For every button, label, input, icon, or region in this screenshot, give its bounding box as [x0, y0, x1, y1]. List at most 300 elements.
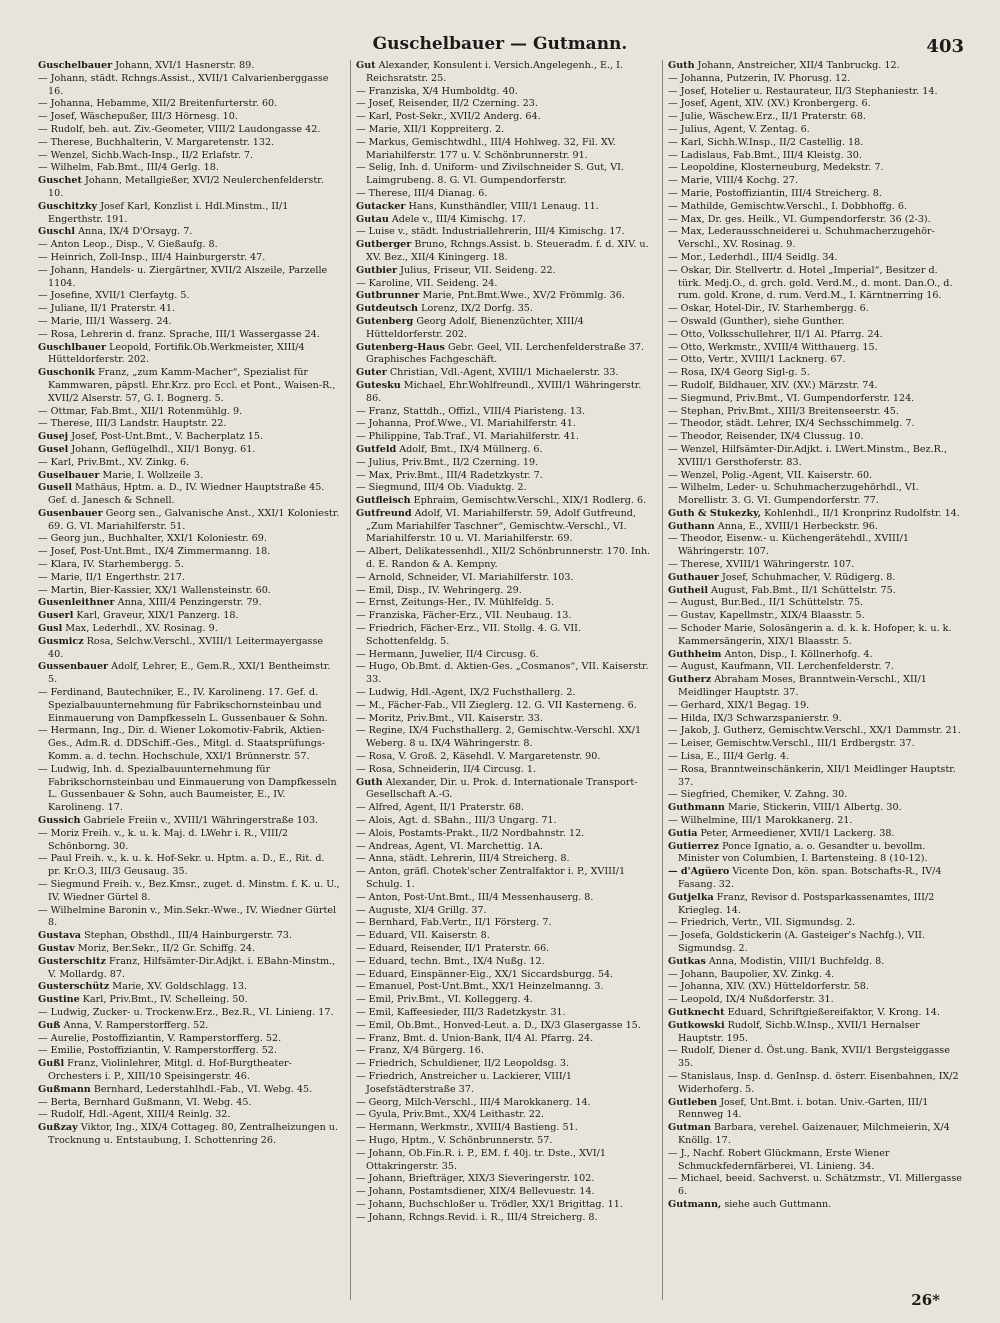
- directory-entry: [356, 226, 652, 239]
- directory-entry: [356, 713, 652, 726]
- directory-entry: [356, 943, 652, 956]
- entry-text: — Josefa, Goldstickerin (A. Gasteiger's Nachfg.), VII. Sigmundsg. 2.: [668, 930, 925, 954]
- directory-entry: [38, 418, 340, 431]
- directory-entry: [668, 150, 964, 163]
- directory-entry: [356, 214, 652, 227]
- directory-entry: [356, 828, 652, 841]
- directory-entry: [38, 1020, 340, 1033]
- entry-text: — Hilda, IX/3 Schwarzspanierstr. 9.: [668, 712, 842, 724]
- entry-surname: Gutdeutsch: [356, 303, 419, 315]
- entry-surname: Gutknecht: [668, 1006, 725, 1018]
- entry-surname: Gutherz: [668, 674, 712, 686]
- entry-text: Marie, XV. Goldschlagg. 13.: [109, 981, 247, 993]
- entry-text: Viktor, Ing., XIX/4 Cottageg. 80, Zentralheizungen u. Trocknung u. Entstaubung, I. Schottenring 26.: [48, 1122, 339, 1146]
- entry-text: — Emil, Disp., IV. Wehringerg. 29.: [356, 584, 522, 596]
- entry-text: Adolf, VI. Mariahilferstr. 59, Adolf Gutfreund, „Zum Mariahilfer Taschner“, Gemischtw.-Verschl., VI. Mariahilferstr. 10 u. VI. Mariahilferstr. 69.: [366, 507, 636, 545]
- entry-surname: Gutjelka: [668, 891, 714, 903]
- directory-entry: [356, 367, 652, 380]
- directory-entry: [668, 764, 964, 790]
- directory-entry: [668, 828, 964, 841]
- directory-entry: [668, 482, 964, 508]
- entry-surname: Gutleben: [668, 1096, 718, 1108]
- entry-surname: Gutbier: [356, 264, 398, 276]
- directory-entry: [668, 431, 964, 444]
- directory-entry: [38, 930, 340, 943]
- entry-text: Michael, Ehr.Wohlfreundl., XVIII/1 Währingerstr. 86.: [366, 379, 642, 404]
- entry-text: — Otto, Volksschullehrer, II/1 Al. Pfarrg. 24.: [668, 328, 883, 340]
- directory-entry: [668, 1173, 964, 1199]
- directory-entry: [668, 649, 964, 662]
- entry-text: — Max, Priv.Bmt., III/4 Radetzkystr. 7.: [356, 469, 543, 481]
- entry-text: — Wenzel, Hilfsämter-Dir.Adjkt. i. LWert.Minstm., Bez.R., XVIII/1 Gersthoferstr. 83.: [668, 443, 947, 468]
- column-3: [662, 60, 968, 1300]
- entry-surname: Gutfreund: [356, 507, 412, 519]
- entry-text: Christian, Vdl.-Agent, XVIII/1 Michaelerstr. 33.: [386, 367, 619, 379]
- entry-text: — Theodor, Reisender, IX/4 Clussug. 10.: [668, 431, 864, 443]
- entry-text: — Hermann, Juwelier, II/4 Circusg. 6.: [356, 648, 539, 660]
- entry-text: — Rudolf, beh. aut. Ziv.-Geometer, VIII/2 Laudongasse 42.: [38, 123, 321, 135]
- entry-text: Marie, Pnt.Bmt.Wwe., XV/2 Frömmlg. 36.: [419, 290, 625, 302]
- entry-text: — Berta, Bernhard Gußmann, VI. Webg. 45.: [38, 1096, 252, 1108]
- directory-entry: [38, 1058, 340, 1084]
- entry-text: — Ernst, Zeitungs-Her., IV. Mühlfeldg. 5.: [356, 597, 555, 609]
- directory-entry: [668, 367, 964, 380]
- entry-text: — Franziska, X/4 Humboldtg. 40.: [356, 85, 518, 97]
- directory-entry: [38, 150, 340, 163]
- entry-text: — Rudolf, Diener d. Öst.ung. Bank, XVII/1 Bergsteiggasse 35.: [668, 1045, 950, 1070]
- entry-text: — Rosa, Branntweinschänkerin, XII/1 Meidlinger Hauptstr. 37.: [668, 763, 956, 788]
- directory-entry: [356, 661, 652, 687]
- directory-entry: [668, 393, 964, 406]
- entry-text: — Moriz Freih. v., k. u. k. Maj. d. LWehr i. R., VIII/2 Schönborng. 30.: [38, 827, 288, 852]
- entry-text: Anton, Disp., I. Köllnerhofg. 4.: [721, 648, 873, 660]
- page-number: 403: [926, 36, 964, 57]
- directory-entry: [668, 60, 964, 73]
- entry-text: Hans, Kunsthändler, VIII/1 Lenaug. 11.: [405, 200, 599, 212]
- directory-entry: [668, 162, 964, 175]
- directory-entry: [356, 866, 652, 892]
- directory-entry: [668, 1045, 964, 1071]
- entry-text: — Johann, Ob.Fin.R. i. P., EM. f. 40j. tr. Dste., XVI/1 Ottakringerstr. 35.: [356, 1147, 606, 1172]
- directory-entry: [38, 764, 340, 815]
- entry-text: — Martin, Bier-Kassier, XX/1 Wallensteinstr. 60.: [38, 584, 271, 596]
- directory-entry: [38, 303, 340, 316]
- directory-entry: [356, 892, 652, 905]
- directory-entry: [356, 457, 652, 470]
- entry-surname: Guschl: [38, 226, 76, 238]
- directory-entry: [668, 751, 964, 764]
- entry-text: — Johanna, Hebamme, XII/2 Breitenfurterstr. 60.: [38, 98, 278, 110]
- entry-text: — Leiser, Gemischtw.Verschl., III/1 Erdbergstr. 37.: [668, 738, 915, 750]
- entry-text: — Josefine, XVII/1 Clerfaytg. 5.: [38, 290, 190, 302]
- entry-surname: Guschlbauer: [38, 341, 107, 353]
- directory-entry: [356, 290, 652, 303]
- directory-entry: [356, 1058, 652, 1071]
- directory-entry: [356, 201, 652, 214]
- directory-entry: [356, 994, 652, 1007]
- directory-entry: [668, 725, 964, 738]
- entry-text: — Friedrich, Schuldiener, II/2 Leopoldsg. 3.: [356, 1058, 570, 1070]
- entry-text: — Ottmar, Fab.Bmt., XII/1 Rotenmühlg. 9.: [38, 405, 243, 417]
- entry-text: siehe auch Guttmann.: [721, 1198, 832, 1210]
- entry-text: — Wilhelmine, III/1 Marokkanerg. 21.: [668, 815, 853, 827]
- directory-entry: [356, 1148, 652, 1174]
- entry-text: — Ludwig, Inh. d. Spezialbauunternehmung für Fabrikschornsteinbau und Einmauerung von Dampfkesseln L. Gussenbauer & Sohn, auch Baumeister, E., IV. Karolineng. 17.: [38, 763, 337, 814]
- directory-entry: [38, 661, 340, 687]
- entry-text: Adolf, Lehrer, E., Gem.R., XXI/1 Bentheimstr. 5.: [48, 661, 331, 686]
- entry-text: — Hugo, Ob.Bmt. d. Aktien-Ges. „Cosmanos“, VII. Kaiserstr. 33.: [356, 661, 649, 686]
- directory-entry: [668, 73, 964, 86]
- entry-text: — Franz, X/4 Bürgerg. 16.: [356, 1045, 484, 1057]
- directory-entry: [38, 1097, 340, 1110]
- directory-entry: [356, 239, 652, 265]
- directory-entry: [356, 572, 652, 585]
- entry-text: — Johann, Rchngs.Revid. i. R., III/4 Streicherg. 8.: [356, 1211, 598, 1223]
- directory-entry: [668, 585, 964, 598]
- entry-surname: Guß: [38, 1019, 61, 1031]
- entry-text: Max, Lederhdl., XV. Rosinag. 9.: [62, 623, 218, 635]
- directory-entry: [668, 1199, 964, 1212]
- entry-surname: Gustav: [38, 942, 75, 954]
- directory-entry: [38, 342, 340, 368]
- entry-text: — Marie, II/1 Engerthstr. 217.: [38, 571, 185, 583]
- entry-text: — Klara, IV. Starhembergg. 5.: [38, 559, 184, 571]
- directory-entry: [668, 508, 964, 521]
- entry-text: Eduard, Schriftgießereifaktor, V. Krong. 14.: [724, 1006, 940, 1018]
- directory-entry: [668, 470, 964, 483]
- entry-surname: Guselbauer: [38, 469, 100, 481]
- directory-entry: [668, 406, 964, 419]
- entry-surname: Gusl: [38, 623, 63, 635]
- entry-text: — Marie, VIII/4 Kochg. 27.: [668, 175, 799, 187]
- entry-text: — Alois, Agt. d. SBahn., III/3 Ungarg. 71.: [356, 815, 557, 827]
- directory-entry: [38, 367, 340, 405]
- directory-entry: [38, 162, 340, 175]
- entry-text: — Johann, Baupolier, XV. Zinkg. 4.: [668, 968, 835, 980]
- directory-entry: [38, 111, 340, 124]
- entry-surname: Gutesku: [356, 379, 401, 391]
- entry-text: — Josef, Post-Unt.Bmt., IX/4 Zimmermanng. 18.: [38, 546, 271, 558]
- entry-text: — Michael, beeid. Sachverst. u. Schätzmstr., VI. Millergasse 6.: [668, 1173, 962, 1198]
- directory-entry: [356, 1109, 652, 1122]
- directory-entry: [356, 1020, 652, 1033]
- directory-entry: [356, 777, 652, 803]
- entry-text: — Josef, Agent, XIV. (XV.) Kronbergerg. 6.: [668, 98, 871, 110]
- entry-surname: Gutkas: [668, 955, 706, 967]
- entry-text: — Markus, Gemischtwdhl., III/4 Hohlweg. 32, Fil. XV. Mariahilferstr. 177 u. V. Schönbrunnerstr. 91.: [356, 136, 616, 161]
- directory-entry: [38, 572, 340, 585]
- directory-entry: [356, 1199, 652, 1212]
- entry-text: Leopold, Fortifik.Ob.Werkmeister, XIII/4 Hütteldorferstr. 202.: [48, 341, 305, 366]
- entry-text: — Josef, Wäschepußer, III/3 Hörnesg. 10.: [38, 111, 238, 123]
- entry-text: — Karl, Post-Sekr., XVII/2 Anderg. 64.: [356, 111, 541, 123]
- directory-entry: [356, 265, 652, 278]
- entry-text: Anna, Modistin, VIII/1 Buchfeldg. 8.: [705, 955, 885, 967]
- directory-entry: [38, 290, 340, 303]
- entry-text: — Alfred, Agent, II/1 Praterstr. 68.: [356, 802, 525, 814]
- entry-text: — Hermann, Werkmstr., XVIII/4 Bastieng. 51.: [356, 1122, 578, 1134]
- entry-text: — Moritz, Priv.Bmt., VII. Kaiserstr. 33.: [356, 712, 543, 724]
- directory-entry: [668, 1020, 964, 1046]
- entry-surname: Gusterschütz: [38, 981, 110, 993]
- entry-surname: Gutbrunner: [356, 290, 420, 302]
- entry-text: Rosa, Selchw.Verschl., XVIII/1 Leitermayergasse 40.: [48, 635, 324, 660]
- entry-text: Anna, IX/4 D'Orsayg. 7.: [75, 226, 193, 238]
- directory-entry: [38, 610, 340, 623]
- directory-entry: [38, 316, 340, 329]
- entry-text: — Auguste, XI/4 Grillg. 37.: [356, 904, 487, 916]
- entry-text: — Stephan, Priv.Bmt., XIII/3 Breitenseerstr. 45.: [668, 405, 899, 417]
- entry-text: — Marie, XII/1 Koppreiterg. 2.: [356, 123, 505, 135]
- entry-text: Johann, Anstreicher, XII/4 Tanbruckg. 12.: [694, 60, 900, 71]
- directory-entry: [356, 930, 652, 943]
- directory-entry: [668, 597, 964, 610]
- entry-surname: Gustine: [38, 994, 80, 1006]
- directory-entry: [356, 623, 652, 649]
- entry-text: — Arnold, Schneider, VI. Mariahilferstr. 103.: [356, 571, 574, 583]
- directory-entry: [38, 943, 340, 956]
- directory-entry: [38, 828, 340, 854]
- directory-entry: [668, 802, 964, 815]
- directory-entry: [356, 137, 652, 163]
- entry-text: — Eduard, Einspänner-Eig., XX/1 Siccardsburgg. 54.: [356, 968, 614, 980]
- directory-entry: [356, 597, 652, 610]
- entry-text: Franz, Violinlehrer, Mitgl. d. Hof-Burgtheater-Orchesters i. P., XIII/10 Speisingerstr. 46.: [48, 1058, 292, 1082]
- entry-text: Franz, Hilfsämter-Dir.Adjkt. i. EBahn-Minstm., V. Mollardg. 87.: [48, 955, 336, 980]
- entry-text: Adele v., III/4 Kimischg. 17.: [388, 213, 526, 225]
- directory-entry: [356, 111, 652, 124]
- directory-entry: [356, 687, 652, 700]
- directory-entry: [38, 623, 340, 636]
- directory-entry: [668, 738, 964, 751]
- entry-text: — Ferdinand, Bautechniker, E., IV. Karolineng. 17. Gef. d. Spezialbauunternehmung für Fabrikschornsteinbau und Einmauerung von Dampfkesseln L. Gussenbauer & Sohn.: [38, 687, 328, 724]
- entry-text: — Mor., Lederhdl., III/4 Seidlg. 34.: [668, 251, 838, 263]
- directory-entry: [356, 1097, 652, 1110]
- directory-entry: [668, 1148, 964, 1174]
- directory-entry: [356, 956, 652, 969]
- directory-entry: [356, 124, 652, 137]
- entry-text: — Juliane, II/1 Praterstr. 41.: [38, 303, 175, 315]
- entry-text: — Oskar, Hotel-Dir., IV. Starhembergg. 6.: [668, 303, 869, 315]
- directory-entry: [668, 1071, 964, 1097]
- entry-text: Alexander, Dir. u. Prok. d. Internationale Transport-Gesellschaft A.-G.: [366, 776, 638, 801]
- entry-text: Franz, Revisor d. Postsparkassenamtes, III/2 Kriegleg. 14.: [678, 891, 935, 916]
- directory-entry: [38, 853, 340, 879]
- directory-entry: [38, 1122, 340, 1148]
- directory-entry: [38, 533, 340, 546]
- directory-entry: [356, 917, 652, 930]
- directory-entry: [38, 98, 340, 111]
- entry-text: Peter, Armeediener, XVII/1 Lackerg. 38.: [697, 827, 895, 839]
- entry-surname: Gutau: [356, 213, 389, 225]
- entry-text: Josef Karl, Konzlist i. Hdl.Minstm., II/1 Engerthstr. 191.: [48, 200, 289, 225]
- entry-surname: Gutman: [668, 1122, 711, 1134]
- directory-entry: [38, 879, 340, 905]
- entry-text: — Eduard, Reisender, II/1 Praterstr. 66.: [356, 942, 550, 954]
- entry-text: — Mathilde, Gemischtw.Verschl., I. Dobbhoffg. 6.: [668, 200, 908, 212]
- entry-text: — Johann, Postamtsdiener, XIX/4 Bellevuestr. 14.: [356, 1186, 595, 1198]
- entry-text: — Therese, Buchhalterin, V. Margaretenstr. 132.: [38, 136, 275, 148]
- entry-text: Anna, XIII/4 Penzingerstr. 79.: [114, 597, 262, 609]
- entry-text: — Julius, Priv.Bmt., II/2 Czerning. 19.: [356, 456, 539, 468]
- entry-text: — Eduard, techn. Bmt., IX/4 Nußg. 12.: [356, 955, 545, 967]
- entry-text: Georg sen., Galvanische Anst., XXI/1 Koloniestr. 69. G. VI. Mariahilferstr. 51.: [48, 507, 340, 532]
- directory-entry: [668, 252, 964, 265]
- entry-text: — Otto, Vertr., XVIII/1 Lacknerg. 67.: [668, 354, 846, 366]
- directory-entry: [356, 406, 652, 419]
- entry-surname: Gutmann,: [668, 1198, 722, 1210]
- directory-entry: [668, 572, 964, 585]
- directory-entry: [38, 687, 340, 725]
- entry-text: — Wilhelm, Leder- u. Schuhmacherzugehörhdl., VI. Morellistr. 3. G. VI. Gumpendorferstr. 77.: [668, 482, 919, 507]
- entry-text: — Eduard, VII. Kaiserstr. 8.: [356, 930, 490, 942]
- directory-entry: [668, 533, 964, 559]
- directory-entry: [668, 1007, 964, 1020]
- entry-text: — Gyula, Priv.Bmt., XX/4 Leithastr. 22.: [356, 1109, 544, 1121]
- entry-surname: Guschonik: [38, 367, 96, 379]
- entry-text: — Rosa, Lehrerin d. franz. Sprache, III/1 Wassergasse 24.: [38, 328, 320, 340]
- entry-surname: Gusenleithner: [38, 597, 115, 609]
- entry-surname: Gusmicz: [38, 635, 84, 647]
- entry-text: — Anton Leop., Disp., V. Gießaufg. 8.: [38, 239, 218, 251]
- directory-entry: [356, 162, 652, 188]
- entry-text: — August, Kaufmann, VII. Lerchenfelderstr. 7.: [668, 661, 894, 673]
- directory-entry: [668, 201, 964, 214]
- entry-text: — Franz, Bmt. d. Union-Bank, II/4 Al. Pfarrg. 24.: [356, 1032, 594, 1044]
- entry-surname: Gutierrez: [668, 840, 720, 852]
- entry-text: — Johanna, XIV. (XV.) Hütteldorferstr. 58.: [668, 981, 869, 993]
- entry-text: — Johann, Buchschloßer u. Trödler, XX/1 Brigittag. 11.: [356, 1198, 623, 1210]
- column-1: [38, 60, 344, 1300]
- entry-surname: Guth: [668, 60, 695, 71]
- directory-entry: [38, 1045, 340, 1058]
- directory-entry: [38, 124, 340, 137]
- directory-entry: [668, 700, 964, 713]
- directory-entry: [668, 124, 964, 137]
- directory-entry: [668, 892, 964, 918]
- directory-entry: [38, 329, 340, 342]
- directory-entry: [668, 815, 964, 828]
- directory-entry: [356, 585, 652, 598]
- directory-entry: [38, 60, 340, 73]
- directory-entry: [356, 380, 652, 406]
- entry-text: Gabriele Freiin v., XVIII/1 Währingerstraße 103.: [80, 815, 319, 827]
- entry-text: — Julius, Agent, V. Zentag. 6.: [668, 123, 810, 135]
- entry-text: — Rosa, V. Groß. 2, Käsehdl. V. Margaretenstr. 90.: [356, 751, 601, 763]
- entry-text: Kohlenhdl., II/1 Kronprinz Rudolfstr. 14.: [761, 507, 960, 519]
- directory-entry: [668, 674, 964, 700]
- column-2: [350, 60, 656, 1300]
- entry-surname: Gutberger: [356, 239, 412, 251]
- directory-entry: [38, 226, 340, 239]
- entry-text: — Rudolf, Hdl.-Agent, XIII/4 Reinlg. 32.: [38, 1109, 231, 1121]
- entry-text: — Bernhard, Fab.Vertr., II/1 Försterg. 7.: [356, 917, 552, 929]
- entry-text: — Wilhelmine Baronin v., Min.Sekr.-Wwe., IV. Wiedner Gürtel 8.: [38, 904, 337, 929]
- entry-text: — Leopoldine, Klosterneuburg, Medekstr. 7.: [668, 162, 884, 174]
- directory-entry: [38, 508, 340, 534]
- directory-entry: [356, 1033, 652, 1046]
- directory-entry: [38, 252, 340, 265]
- directory-entry: [668, 214, 964, 227]
- entry-text: Julius, Friseur, VII. Seideng. 22.: [397, 264, 556, 276]
- directory-columns: [38, 60, 968, 1300]
- entry-surname: Gutia: [668, 827, 698, 839]
- directory-entry: [356, 841, 652, 854]
- entry-text: — Karl, Sichh.W.Insp., II/2 Castellig. 18.: [668, 136, 864, 148]
- directory-entry: [38, 597, 340, 610]
- directory-entry: [38, 265, 340, 291]
- running-head: Guschelbauer — Gutmann.: [372, 34, 628, 54]
- directory-entry: [356, 725, 652, 751]
- entry-text: Bruno, Rchngs.Assist. b. Steueradm. f. d. XIV. u. XV. Bez., XII/4 Kiningerg. 18.: [366, 239, 649, 263]
- directory-entry: [356, 1173, 652, 1186]
- entry-text: — Emil, Ob.Bmt., Honved-Leut. a. D., IX/3 Glasergasse 15.: [356, 1019, 641, 1031]
- directory-entry: [668, 559, 964, 572]
- entry-text: — Emil, Kaffeesieder, III/3 Radetzkystr. 31.: [356, 1006, 566, 1018]
- entry-text: — Ludwig, Zucker- u. Trockenw.Erz., Bez.R., VI. Linieng. 17.: [38, 1006, 334, 1018]
- directory-entry: [356, 495, 652, 508]
- entry-surname: Guthmann: [668, 802, 725, 814]
- directory-entry: [668, 789, 964, 802]
- entry-text: — Julie, Wäschew.Erz., II/1 Praterstr. 68.: [668, 111, 866, 123]
- entry-text: Marie, I. Wollzeile 3.: [99, 469, 204, 481]
- entry-text: — Aurelie, Postoffiziantin, V. Ramperstorfferg. 52.: [38, 1032, 282, 1044]
- entry-text: — Johann, Briefträger, XIX/3 Sieveringerstr. 102.: [356, 1173, 595, 1185]
- entry-surname: Gussenbauer: [38, 661, 109, 673]
- entry-text: — Josef, Hotelier u. Restaurateur, II/3 Stephaniestr. 14.: [668, 85, 938, 97]
- entry-text: — Luise v., städt. Industriallehrerin, III/4 Kimischg. 17.: [356, 226, 625, 238]
- directory-entry: [356, 86, 652, 99]
- entry-text: Georg Adolf, Bienenzüchter, XIII/4 Hütteldorferstr. 202.: [366, 315, 584, 340]
- entry-text: — Friedrich, Anstreicher u. Lackierer, VIII/1 Josefstädterstraße 37.: [356, 1070, 572, 1095]
- entry-text: — Emilie, Postoffiziantin, V. Ramperstorfferg. 52.: [38, 1045, 277, 1057]
- directory-entry: [668, 380, 964, 393]
- directory-entry: [356, 610, 652, 623]
- directory-entry: [668, 623, 964, 649]
- directory-entry: [38, 559, 340, 572]
- entry-text: — Lisa, E., III/4 Gerlg. 4.: [668, 751, 790, 763]
- entry-text: — M., Fächer-Fab., VII Zieglerg. 12. G. VII Kasterneng. 6.: [356, 699, 637, 711]
- entry-text: — August, Bur.Bed., II/1 Schüttelstr. 75.: [668, 597, 864, 609]
- entry-surname: Guthauer: [668, 571, 719, 583]
- directory-entry: [356, 764, 652, 777]
- entry-text: — Gustav, Kapellmstr., XIX/4 Blaasstr. 5.: [668, 610, 865, 622]
- entry-text: — Otto, Werkmstr., XVIII/4 Witthauerg. 15.: [668, 341, 878, 353]
- directory-entry: [356, 546, 652, 572]
- entry-text: — Karoline, VII. Seideng. 24.: [356, 277, 498, 289]
- entry-text: — Franz, Stattdh., Offizl., VIII/4 Piaristeng. 13.: [356, 405, 585, 417]
- entry-text: — Siegmund, III/4 Ob. Viaduktg. 2.: [356, 482, 527, 494]
- entry-text: — Theodor, Eisenw.- u. Küchengerätehdl., XVIII/1 Währingerstr. 107.: [668, 533, 909, 558]
- entry-surname: Gutacker: [356, 200, 406, 212]
- entry-surname: Gussich: [38, 815, 81, 827]
- directory-entry: [356, 470, 652, 483]
- directory-entry: [356, 508, 652, 546]
- directory-entry: [356, 188, 652, 201]
- directory-entry: [668, 175, 964, 188]
- directory-entry: [356, 444, 652, 457]
- entry-text: — Theodor, städt. Lehrer, IX/4 Sechsschimmelg. 7.: [668, 418, 915, 430]
- directory-entry: [668, 917, 964, 930]
- entry-surname: Gusel: [38, 443, 69, 455]
- entry-text: — Oswald (Gunther), siehe Gunther.: [668, 315, 845, 327]
- entry-text: — Siegmund Freih. v., Bez.Kmsr., zuget. d. Minstm. f. K. u. U., IV. Wiedner Gürtel 8.: [38, 879, 340, 903]
- entry-text: — Stanislaus, Insp. d. GenInsp. d. österr. Eisenbahnen, IX/2 Widerhoferg. 5.: [668, 1070, 959, 1095]
- entry-text: — Andreas, Agent, VI. Marchettig. 1A.: [356, 840, 544, 852]
- entry-text: — Schoder Marie, Solosängerin a. d. k. k. Hofoper, k. u. k. Kammersängerin, XIX/1 Blaasstr. 5.: [668, 623, 952, 647]
- entry-text: Moriz, Ber.Sekr., II/2 Gr. Schiffg. 24.: [74, 942, 256, 954]
- directory-entry: [38, 815, 340, 828]
